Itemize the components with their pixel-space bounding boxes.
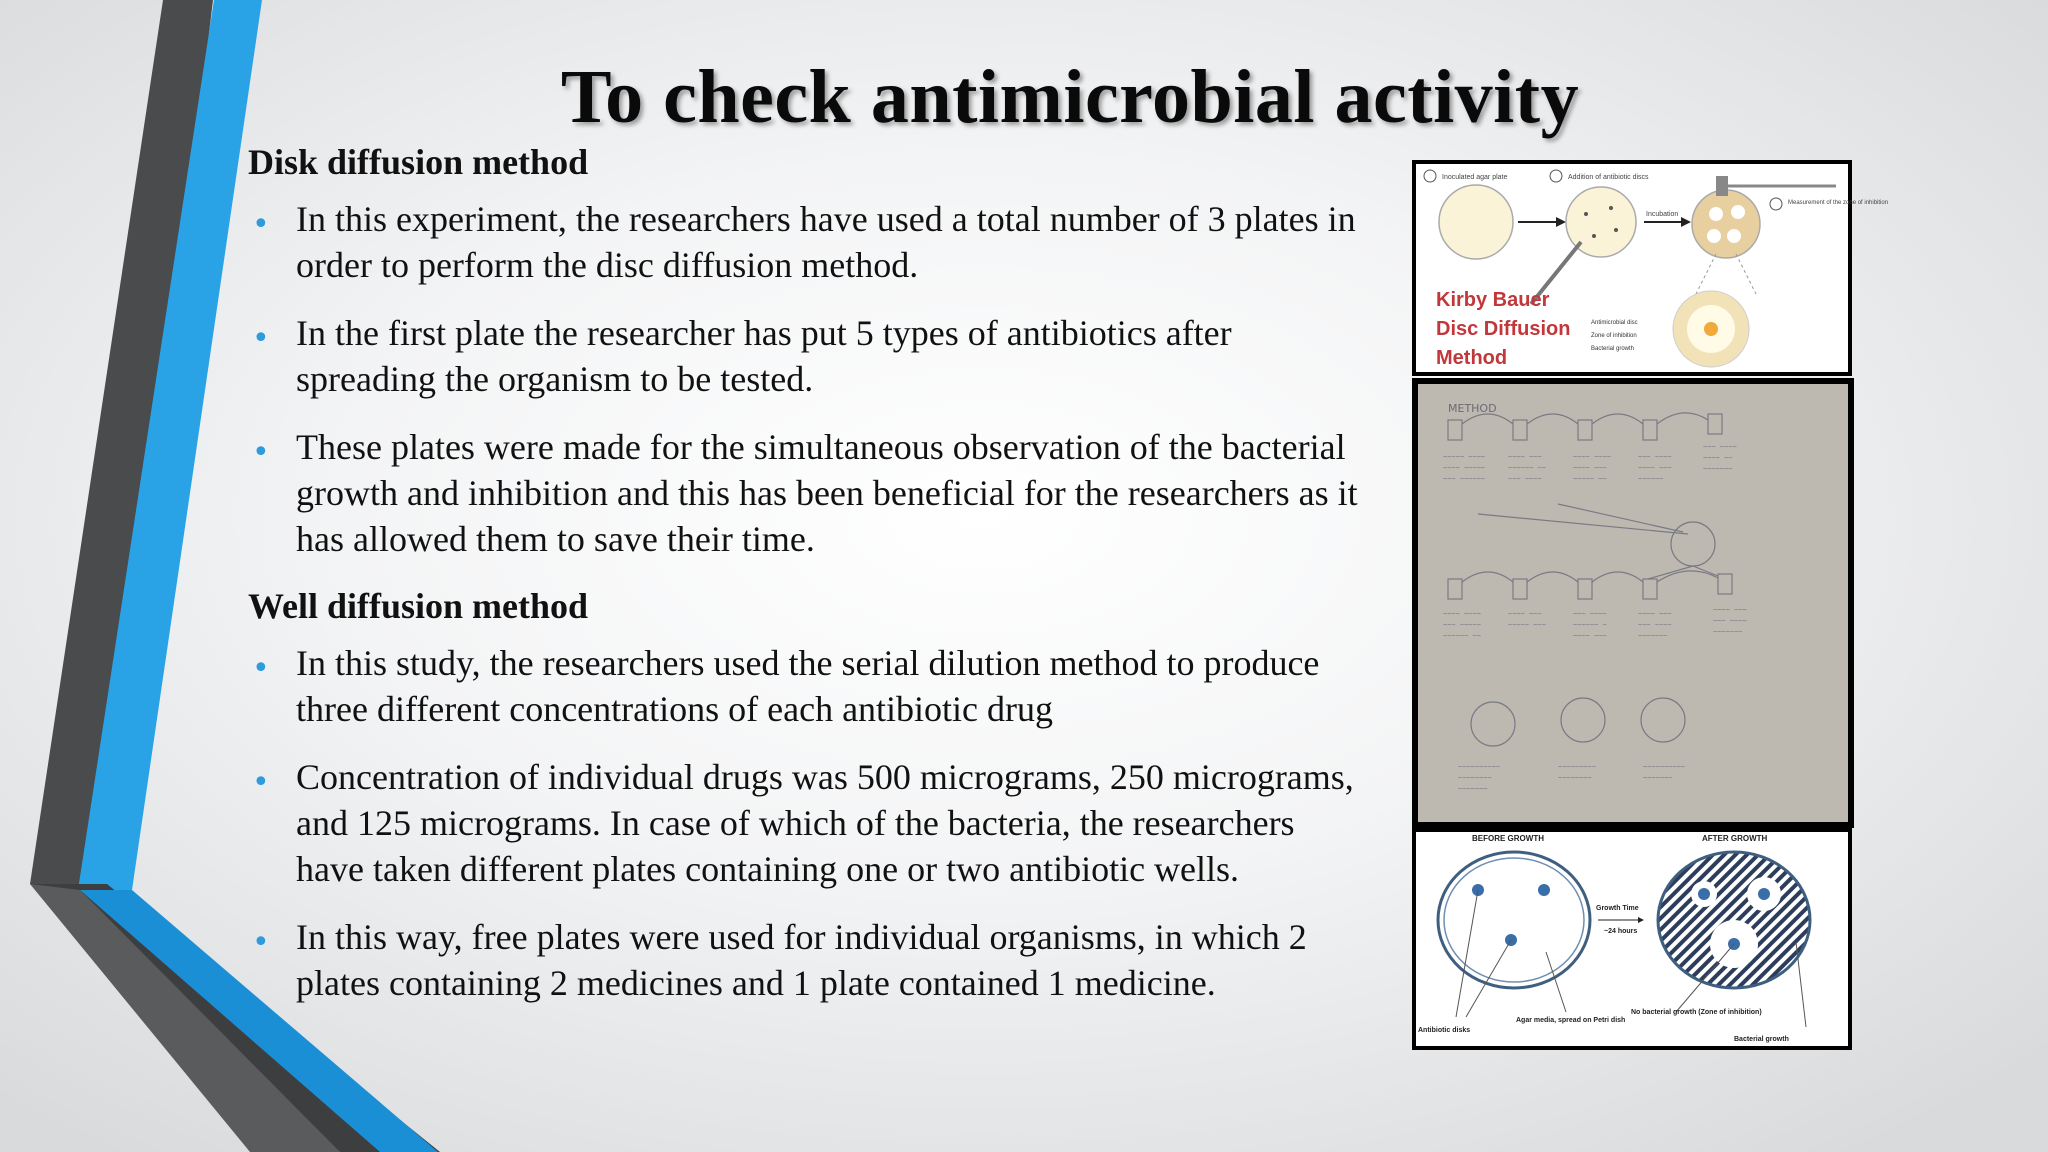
svg-text:~~~~ ~~~: ~~~~ ~~~ bbox=[1713, 606, 1747, 614]
bullet-list-disk bbox=[248, 196, 1358, 562]
bullet-item: • Concentration of individual drugs was 500 micrograms, 250 micrograms, and 125 micrograms. In case of which of the bacteria, the researchers have taken different plates containing one or two antibiotic wells. bbox=[252, 757, 1354, 889]
svg-text:~~~~ ~~~~: ~~~~ ~~~~ bbox=[1443, 610, 1481, 618]
bullet-list-well bbox=[248, 640, 1358, 1006]
svg-text:~~~~~~~~~~: ~~~~~~~~~~ bbox=[1458, 763, 1501, 771]
bullet-icon: • bbox=[252, 765, 270, 800]
svg-text:~~~~~~~: ~~~~~~~ bbox=[1638, 632, 1668, 640]
bullet-item: • In this study, the researchers used the serial dilution method to produce three different concentrations of each antibiotic drug bbox=[252, 643, 1320, 729]
svg-text:~~~ ~~~~~~: ~~~ ~~~~~~ bbox=[1443, 475, 1486, 483]
svg-text:~~~~ ~~~: ~~~~ ~~~ bbox=[1508, 453, 1542, 461]
svg-text:~~~~~~~: ~~~~~~~ bbox=[1713, 628, 1743, 636]
svg-text:~~~~ ~~~: ~~~~ ~~~ bbox=[1638, 610, 1672, 618]
bullet-icon: • bbox=[252, 207, 270, 242]
legend-disc: Antimicrobial disc bbox=[1591, 320, 1638, 326]
growth-diagram bbox=[1416, 832, 1848, 1046]
svg-text:~~~~ ~~~: ~~~~ ~~~ bbox=[1638, 464, 1672, 472]
svg-text:~~~~~ ~~~: ~~~~~ ~~~ bbox=[1508, 621, 1546, 629]
growth-figure bbox=[1412, 828, 1852, 1050]
legend-zone: Zone of inhibition bbox=[1591, 333, 1637, 339]
bullet-item: • These plates were made for the simultaneous observation of the bacterial growth and inhibition and this has been beneficial for the researchers as it has allowed them to save their time. bbox=[252, 427, 1358, 559]
handwritten-method-photo bbox=[1412, 378, 1854, 828]
svg-text:~~~ ~~~~: ~~~ ~~~~ bbox=[1703, 443, 1737, 451]
bullet-item: • In this way, free plates were used for individual organisms, in which 2 plates containing 2 medicines and 1 plate contained 1 medicine. bbox=[252, 917, 1307, 1003]
incubation-label: Incubation bbox=[1646, 211, 1679, 218]
svg-text:~~~~ ~~: ~~~~ ~~ bbox=[1703, 454, 1733, 462]
agar-media-label: Agar media, spread on Petri dish bbox=[1516, 1017, 1626, 1024]
section-heading-well: Well diffusion method bbox=[248, 586, 589, 626]
svg-text:~~~~~~: ~~~~~~ bbox=[1638, 475, 1664, 483]
handwritten-sketch bbox=[1418, 384, 1848, 822]
svg-text:~~~~~~~~: ~~~~~~~~ bbox=[1558, 774, 1592, 782]
svg-text:~~~ ~~~~: ~~~ ~~~~ bbox=[1638, 453, 1672, 461]
section-heading-disk: Disk diffusion method bbox=[248, 142, 589, 182]
svg-text:~~~~ ~~~~: ~~~~ ~~~~ bbox=[1573, 453, 1611, 461]
svg-text:~~~ ~~~~: ~~~ ~~~~ bbox=[1638, 621, 1672, 629]
svg-text:~~~~~ ~~~~: ~~~~~ ~~~~ bbox=[1443, 453, 1486, 461]
svg-text:~~~~~~~: ~~~~~~~ bbox=[1643, 774, 1673, 782]
bullet-icon: • bbox=[252, 435, 270, 470]
svg-text:~~~~~~ ~: ~~~~~~ ~ bbox=[1573, 621, 1607, 629]
svg-text:~~~~~~~~~~: ~~~~~~~~~~ bbox=[1643, 763, 1686, 771]
svg-text:~~~ ~~~~: ~~~ ~~~~ bbox=[1573, 610, 1607, 618]
bullet-item: • In this experiment, the researchers have used a total number of 3 plates in order to perform the disc diffusion method. bbox=[252, 199, 1356, 285]
bullet-icon: • bbox=[252, 925, 270, 960]
kirby-title: Kirby Bauer Disc Diffusion Method bbox=[1436, 289, 1571, 369]
svg-text:~~~~~~ ~~: ~~~~~~ ~~ bbox=[1508, 464, 1546, 472]
svg-text:~~~ ~~~~: ~~~ ~~~~ bbox=[1508, 475, 1542, 483]
slide-content bbox=[248, 140, 1358, 1028]
slide-title: To check antimicrobial activity bbox=[560, 55, 1580, 139]
svg-text:~~~~~~ ~~: ~~~~~~ ~~ bbox=[1443, 632, 1481, 640]
after-growth-label: AFTER GROWTH bbox=[1702, 834, 1768, 843]
svg-text:~~~~~~~~: ~~~~~~~~ bbox=[1458, 774, 1492, 782]
growth-time-label: Growth Time bbox=[1596, 905, 1639, 912]
bullet-icon: • bbox=[252, 651, 270, 686]
before-growth-label: BEFORE GROWTH bbox=[1472, 834, 1544, 843]
svg-text:~~~~ ~~~: ~~~~ ~~~ bbox=[1573, 632, 1607, 640]
legend-growth: Bacterial growth bbox=[1591, 346, 1635, 352]
step4-label: Measurement of the zone of inhibition bbox=[1788, 200, 1889, 206]
svg-text:~~~~ ~~~: ~~~~ ~~~ bbox=[1508, 610, 1542, 618]
svg-text:~~~~~~~~~: ~~~~~~~~~ bbox=[1558, 763, 1596, 771]
svg-text:~~~ ~~~~~: ~~~ ~~~~~ bbox=[1443, 621, 1481, 629]
kirby-bauer-figure bbox=[1412, 160, 1889, 376]
svg-text:~~~ ~~~~: ~~~ ~~~~ bbox=[1713, 617, 1747, 625]
bullet-icon: • bbox=[252, 321, 270, 356]
svg-text:~~~~~ ~~: ~~~~~ ~~ bbox=[1573, 475, 1607, 483]
svg-text:~~~~~~~: ~~~~~~~ bbox=[1458, 785, 1488, 793]
svg-text:~~~~ ~~~: ~~~~ ~~~ bbox=[1573, 464, 1607, 472]
bacterial-growth-label: Bacterial growth bbox=[1734, 1036, 1789, 1043]
svg-text:~~~~~~~: ~~~~~~~ bbox=[1703, 465, 1733, 473]
method-label: METHOD bbox=[1448, 402, 1497, 415]
growth-time-value: ~24 hours bbox=[1604, 928, 1638, 935]
bullet-item: • In the first plate the researcher has put 5 types of antibiotics after spreading the organism to be tested. bbox=[252, 313, 1232, 399]
step2-label: Addition of antibiotic discs bbox=[1568, 174, 1649, 181]
step1-label: Inoculated agar plate bbox=[1442, 174, 1508, 181]
zone-of-inhibition-label: No bacterial growth (Zone of inhibition) bbox=[1631, 1009, 1762, 1016]
svg-text:~~~~ ~~~~~: ~~~~ ~~~~~ bbox=[1443, 464, 1486, 472]
antibiotic-disks-label: Antibiotic disks bbox=[1418, 1027, 1471, 1034]
